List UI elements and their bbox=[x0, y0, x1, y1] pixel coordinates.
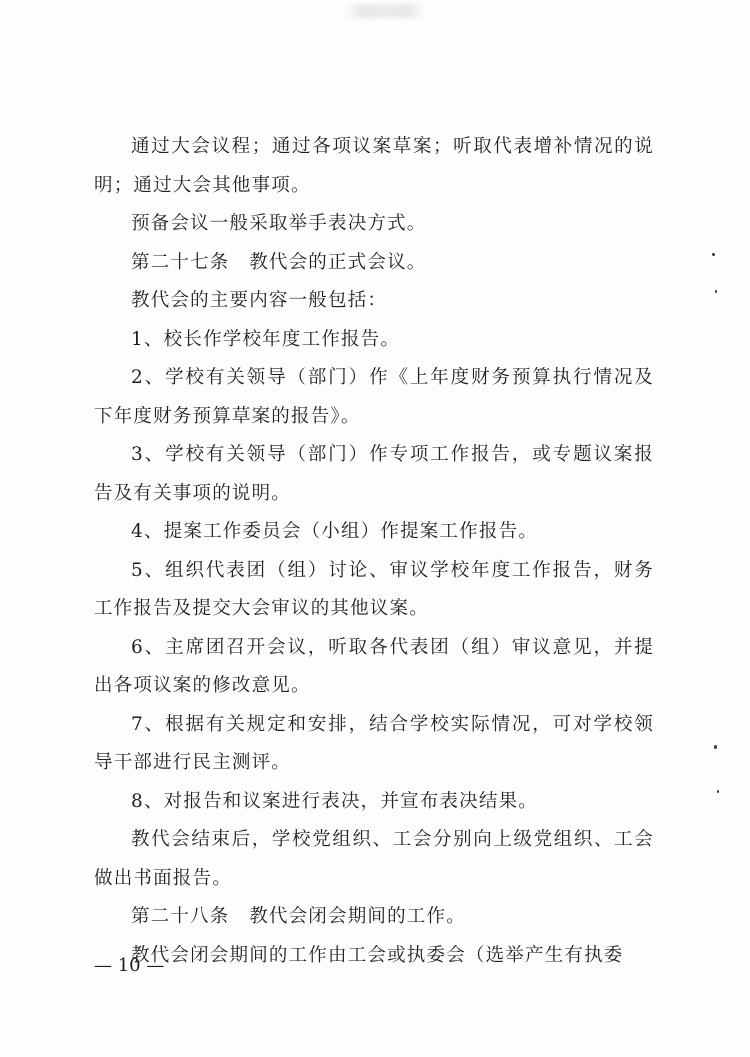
list-item: 1、校长作学校年度工作报告。 bbox=[131, 328, 401, 350]
article-heading: 第二十八条 教代会闭会期间的工作。 bbox=[131, 906, 466, 927]
paragraph: 教代会结束后，学校党组织、工会分别向上级党组织、工会做出书面报告。 bbox=[94, 829, 654, 889]
list-item: 5、组织代表团（组）讨论、审议学校年度工作报告，财务工作报告及提交大会审议的其他议案。 bbox=[94, 559, 654, 619]
page-number: — 10 — bbox=[94, 955, 165, 976]
list-item: 3、学校有关领导（部门）作专项工作报告，或专题议案报告及有关事项的说明。 bbox=[94, 444, 654, 504]
paragraph: 通过大会议程；通过各项议案草案；听取代表增补情况的说明；通过大会其他事项。 bbox=[94, 136, 654, 196]
list-item: 2、学校有关领导（部门）作《上年度财务预算执行情况及下年度财务预算草案的报告》。 bbox=[94, 367, 654, 427]
article-heading: 第二十七条 教代会的正式会议。 bbox=[131, 251, 427, 273]
paragraph: 教代会的主要内容一般包括： bbox=[131, 290, 388, 311]
list-item: 6、主席团召开会议，听取各代表团（组）审议意见，并提出各项议案的修改意见。 bbox=[94, 636, 654, 696]
paragraph: 预备会议一般采取举手表决方式。 bbox=[131, 213, 427, 234]
paragraph: 教代会闭会期间的工作由工会或执委会（选举产生有执委 bbox=[131, 944, 624, 966]
list-item: 4、提案工作委员会（小组）作提案工作报告。 bbox=[131, 521, 538, 542]
scan-speck bbox=[712, 253, 715, 256]
list-item: 7、根据有关规定和安排，结合学校实际情况，可对学校领导干部进行民主测评。 bbox=[94, 713, 654, 773]
bleed-through-mark bbox=[345, 4, 425, 18]
scan-speck bbox=[715, 290, 717, 293]
scan-speck bbox=[714, 745, 717, 749]
list-item: 8、对报告和议案进行表决，并宣布表决结果。 bbox=[131, 790, 538, 812]
body-text bbox=[94, 128, 654, 975]
scan-speck bbox=[717, 790, 719, 793]
